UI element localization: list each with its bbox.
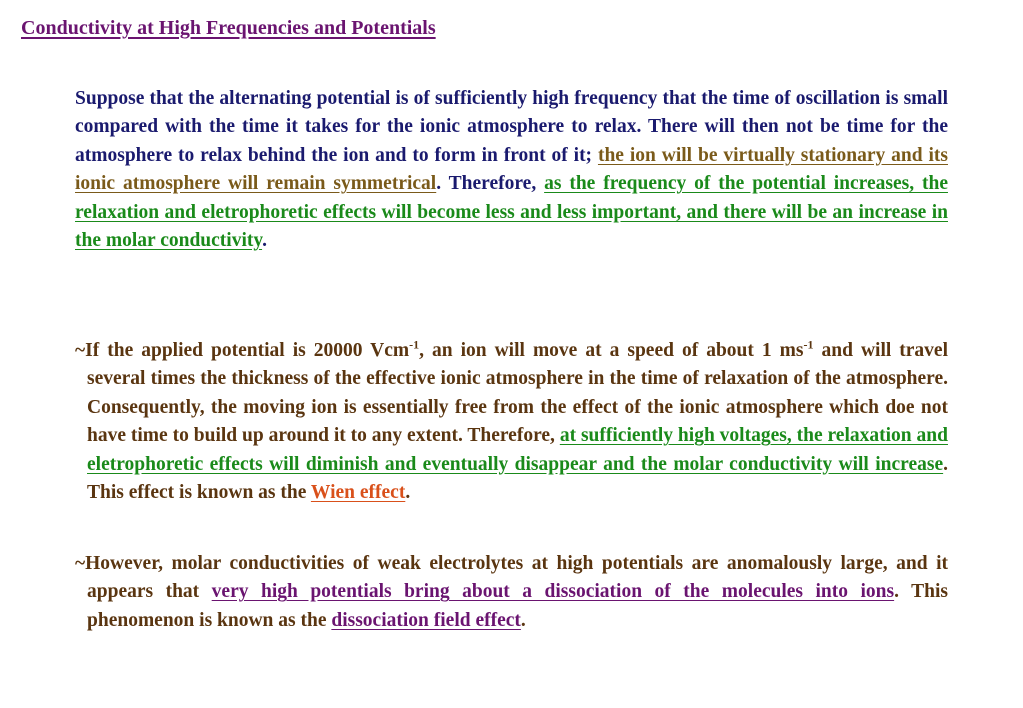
highlight-wien-effect: Wien effect <box>310 482 406 504</box>
highlight-symmetrical: the ion will be virtually stationary and its ionic atmosphere will remain symmetrical <box>75 144 948 195</box>
highlight-frequency-conductivity: as the frequency of the potential increases, the relaxation and eletrophoretic effects will become less and less important, and there will be an increase in the molar conductivity <box>75 173 948 252</box>
text-run: ~If the applied potential is 20000 Vcm <box>75 340 410 361</box>
text-run: ~However, molar conductivities of weak electrolytes at high potentials are anomalously large, and it appears that <box>75 553 948 603</box>
text-run: Suppose that the alternating potential is of sufficiently high frequency that the time of oscillation is small compared with the time it takes for the ionic atmosphere to relax. There will then not be time for the atmosphere to relax behind the ion and to form in front of it; <box>75 88 948 166</box>
highlight-dissociation: very high potentials bring about a dissociation of the molecules into ions <box>211 581 895 603</box>
paragraph-wien-effect <box>75 337 948 507</box>
paragraph-frequency <box>75 85 948 255</box>
text-run: . <box>405 482 411 504</box>
highlight-high-voltage: at sufficiently high voltages, the relaxation and eletrophoretic effects will diminish and eventually disappear and the molar conductivity will increase <box>87 425 948 475</box>
text-run: and will travel several times the thickness of the effective ionic atmosphere in the time of relaxation of the atmosphere. Consequently, the moving ion is essentially free from the effect of the ionic atmosphere which doe not have time to build up around it to any extent. Therefore, <box>87 340 949 447</box>
superscript: -1 <box>803 337 814 352</box>
text-run: . This phenomenon is known as the <box>87 581 948 631</box>
text-run: . Therefore, <box>436 173 545 195</box>
page-title: Conductivity at High Frequencies and Potentials <box>21 17 436 39</box>
superscript: -1 <box>409 337 420 352</box>
text-run: , an ion will move at a speed of about 1 ms <box>419 340 804 361</box>
text-run: . <box>520 609 526 631</box>
text-run: . This effect is known as the <box>87 453 948 504</box>
paragraph-dissociation <box>75 550 948 635</box>
text-run: . <box>262 230 267 252</box>
highlight-dissociation-field-effect: dissociation field effect <box>331 609 521 631</box>
